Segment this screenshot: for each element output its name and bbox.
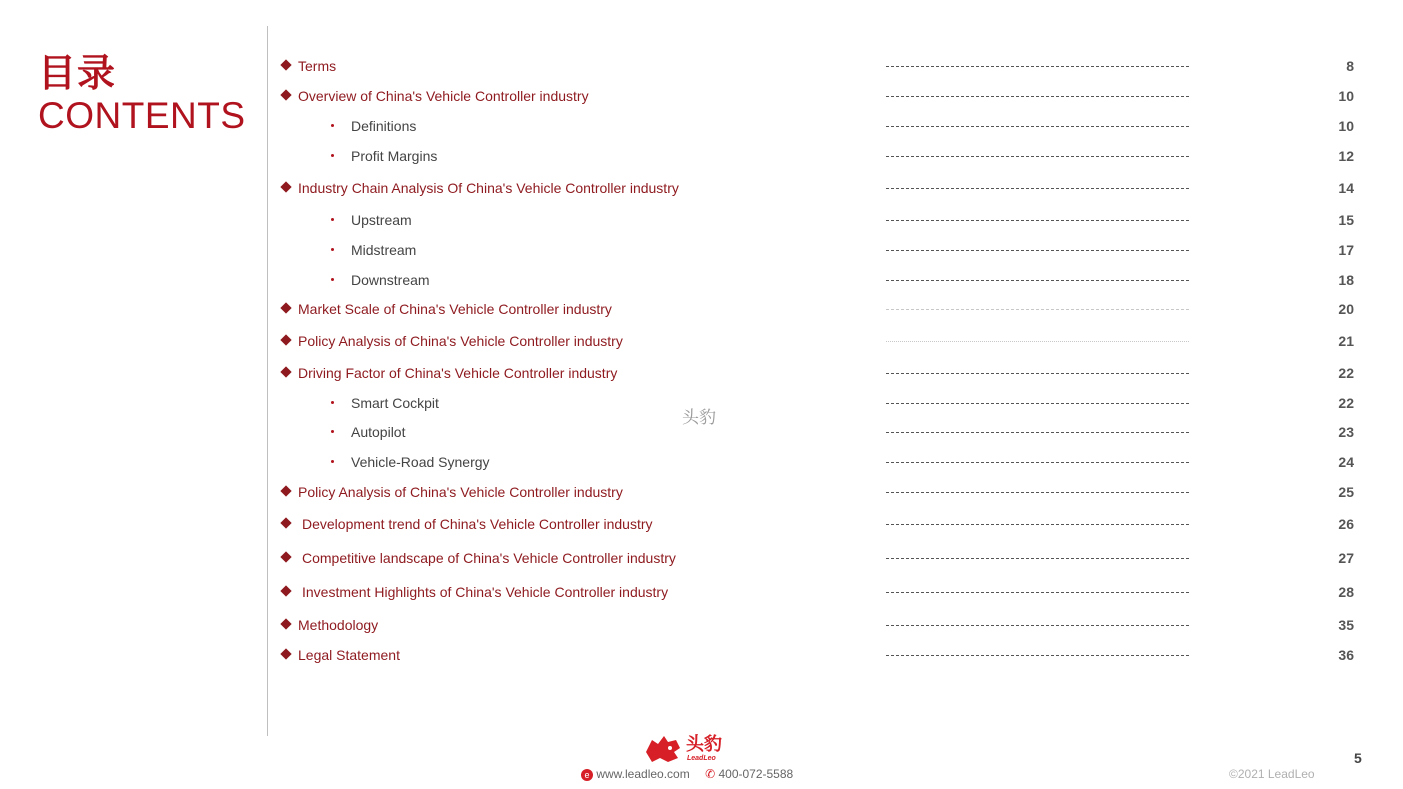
dotted-leader (886, 492, 1189, 493)
dotted-leader (886, 156, 1189, 157)
toc-page-number: 22 (1338, 395, 1354, 411)
toc-page-number: 21 (1338, 333, 1354, 349)
toc-subentry[interactable] (0, 239, 1403, 261)
toc-page-number: 17 (1338, 242, 1354, 258)
diamond-bullet-icon (280, 366, 291, 377)
dotted-leader (886, 309, 1189, 310)
toc-page-number: 12 (1338, 148, 1354, 164)
diamond-bullet-icon (280, 585, 291, 596)
dot-bullet-icon (331, 124, 334, 127)
toc-entry-label: Upstream (351, 212, 412, 228)
leadleo-logo (642, 732, 732, 766)
diamond-bullet-icon (280, 89, 291, 100)
toc-page-number: 18 (1338, 272, 1354, 288)
dotted-leader (886, 432, 1189, 433)
toc-entry[interactable] (0, 547, 1403, 569)
toc-entry-label: Industry Chain Analysis Of China's Vehicle Controller industry (298, 180, 679, 196)
toc-page-number: 24 (1338, 454, 1354, 470)
toc-subentry[interactable] (0, 209, 1403, 231)
toc-entry[interactable] (0, 644, 1403, 666)
dotted-leader (886, 524, 1189, 525)
diamond-bullet-icon (280, 302, 291, 313)
toc-entry[interactable] (0, 362, 1403, 384)
toc-page-number: 8 (1346, 58, 1354, 74)
toc-entry[interactable] (0, 55, 1403, 77)
diamond-bullet-icon (280, 618, 291, 629)
toc-page-number: 15 (1338, 212, 1354, 228)
phone-icon: ✆ (705, 767, 716, 781)
toc-entry-label: Driving Factor of China's Vehicle Controller industry (298, 365, 618, 381)
toc-entry-label: Vehicle-Road Synergy (351, 454, 490, 470)
copyright: ©2021 LeadLeo (1229, 767, 1315, 781)
toc-entry[interactable] (0, 481, 1403, 503)
toc-subentry[interactable] (0, 115, 1403, 137)
web-icon: e (581, 769, 593, 781)
toc-entry-label: Autopilot (351, 424, 406, 440)
dotted-leader (886, 66, 1189, 67)
dotted-leader (886, 126, 1189, 127)
toc-entry-label: Investment Highlights of China's Vehicle Controller industry (302, 584, 669, 600)
dotted-leader (886, 592, 1189, 593)
diamond-bullet-icon (280, 517, 291, 528)
diamond-bullet-icon (280, 551, 291, 562)
toc-entry-label: Overview of China's Vehicle Controller industry (298, 88, 589, 104)
dotted-leader (886, 373, 1189, 374)
website-link[interactable]: www.leadleo.com (596, 767, 690, 781)
watermark-text: 头豹 (682, 408, 716, 427)
logo-brand-text: 头豹 (686, 734, 722, 754)
phone-number: 400-072-5588 (718, 767, 794, 781)
dotted-leader (886, 96, 1189, 97)
dotted-leader (886, 341, 1189, 342)
toc-entry[interactable] (0, 330, 1403, 352)
dotted-leader (886, 558, 1189, 559)
dot-bullet-icon (331, 430, 334, 433)
toc-page-number: 26 (1338, 516, 1354, 532)
page-number: 5 (1354, 750, 1362, 766)
diamond-bullet-icon (280, 485, 291, 496)
toc-page-number: 36 (1338, 647, 1354, 663)
dot-bullet-icon (331, 218, 334, 221)
toc-entry[interactable] (0, 177, 1403, 199)
dotted-leader (886, 220, 1189, 221)
dotted-leader (886, 462, 1189, 463)
dotted-leader (886, 625, 1189, 626)
dot-bullet-icon (331, 154, 334, 157)
dot-bullet-icon (331, 401, 334, 404)
toc-page-number: 25 (1338, 484, 1354, 500)
toc-entry-label: Terms (298, 58, 337, 74)
toc-entry-label: Methodology (298, 617, 379, 633)
toc-entry-label: Policy Analysis of China's Vehicle Controller industry (298, 333, 623, 349)
toc-entry[interactable] (0, 581, 1403, 603)
toc-entry[interactable] (0, 298, 1403, 320)
toc-entry-label: Market Scale of China's Vehicle Controller industry (298, 301, 612, 317)
toc-entry-label: Downstream (351, 272, 430, 288)
dotted-leader (886, 280, 1189, 281)
toc-entry[interactable] (0, 85, 1403, 107)
toc-page-number: 27 (1338, 550, 1354, 566)
leopard-head-icon (642, 732, 684, 766)
toc-subentry[interactable] (0, 269, 1403, 291)
toc-page-number: 10 (1338, 118, 1354, 134)
toc-entry[interactable] (0, 513, 1403, 535)
toc-subentry[interactable] (0, 145, 1403, 167)
toc-page-number: 23 (1338, 424, 1354, 440)
diamond-bullet-icon (280, 648, 291, 659)
footer-contact (581, 767, 793, 781)
dotted-leader (886, 655, 1189, 656)
toc-entry-label: Development trend of China's Vehicle Controller industry (302, 516, 653, 532)
toc-page-number: 22 (1338, 365, 1354, 381)
diamond-bullet-icon (280, 334, 291, 345)
logo-brand-subtext: LeadLeo (687, 755, 716, 762)
title-chinese: 目录 (38, 53, 117, 95)
dotted-leader (886, 403, 1189, 404)
toc-entry-label: Midstream (351, 242, 417, 258)
toc-page-number: 20 (1338, 301, 1354, 317)
toc-page-number: 35 (1338, 617, 1354, 633)
toc-subentry[interactable] (0, 451, 1403, 473)
toc-entry-label: Smart Cockpit (351, 395, 439, 411)
title-english: CONTENTS (38, 95, 246, 136)
dotted-leader (886, 250, 1189, 251)
toc-entry-label: Legal Statement (298, 647, 400, 663)
toc-page-number: 14 (1338, 180, 1354, 196)
toc-page-number: 10 (1338, 88, 1354, 104)
toc-entry-label: Profit Margins (351, 148, 438, 164)
toc-entry-label: Definitions (351, 118, 417, 134)
dot-bullet-icon (331, 248, 334, 251)
dot-bullet-icon (331, 278, 334, 281)
dot-bullet-icon (331, 460, 334, 463)
toc-entry[interactable] (0, 614, 1403, 636)
toc-entry-label: Policy Analysis of China's Vehicle Controller industry (298, 484, 623, 500)
dotted-leader (886, 188, 1189, 189)
toc-entry-label: Competitive landscape of China's Vehicle Controller industry (302, 550, 676, 566)
toc-page-number: 28 (1338, 584, 1354, 600)
diamond-bullet-icon (280, 181, 291, 192)
diamond-bullet-icon (280, 59, 291, 70)
